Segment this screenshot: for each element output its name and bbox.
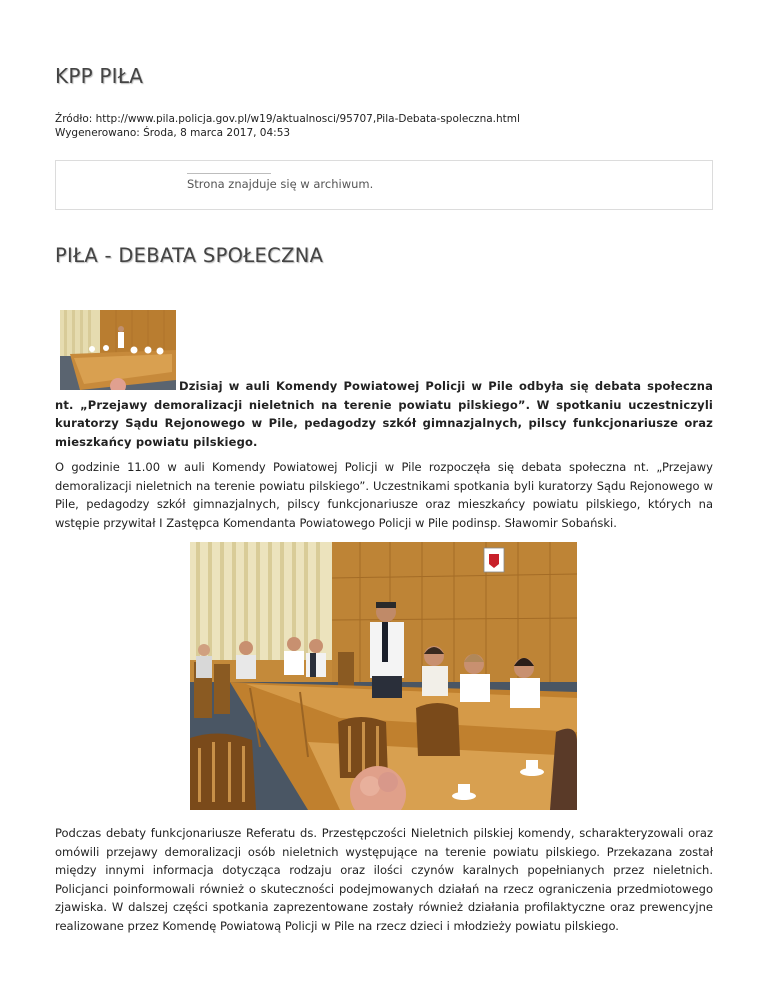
archive-divider [187, 173, 271, 174]
article-paragraph-1: O godzinie 11.00 w auli Komendy Powiatowej Policji w Pile rozpoczęła się debata społeczna nt. „Przejawy demoralizacji nieletnich na terenie powiatu pilskiego”. Uczestnikami spotkania byli kuratorzy Sądu Rejonowego w Pile, pedagodzy szkół gimnazjalnych, pilscy funkcjonariusze oraz mieszkańcy powiatu pilskiego, których na wstępie przywitał I Zastępca Komendanta Powiatowego Policji w Pile podinsp. Sławomir Sobański. [55, 460, 713, 530]
archive-notice-text: Strona znajduje się w archiwum. [187, 177, 374, 191]
site-title: KPP PIŁA [55, 64, 144, 88]
generated-line: Wygenerowano: Środa, 8 marca 2017, 04:53 [55, 127, 291, 139]
article-lead: Dzisiaj w auli Komendy Powiatowej Policji w Pile odbyła się debata społeczna nt. „Przejawy demoralizacji nieletnich na terenie powiatu pilskiego”. W spotkaniu uczestniczyli kuratorzy Sądu Rejonowego w Pile, pedagodzy szkół gimnazjalnych, pilscy funkcjonariusze oraz mieszkańcy powiatu pilskiego. [55, 379, 713, 449]
article-main-photo [190, 542, 577, 810]
article-title: PIŁA - DEBATA SPOŁECZNA [55, 244, 324, 267]
document-meta [55, 112, 520, 140]
archive-notice [55, 160, 713, 210]
article-paragraph-2: Podczas debaty funkcjonariusze Referatu ds. Przestępczości Nieletnich pilskiej komendy, scharakteryzowali oraz omówili przejawy demoralizacji osób nieletnich występujące na terenie powiatu pilskiego. Przekazana został między innymi informacja dotycząca rodzaju oraz ilości czynów karalnych popełnianych przez nieletnich. Policjanci poinformowali również o skuteczności podejmowanych działań na rzecz ograniczenia przedmiotowego zjawiska. W dalszej części spotkania zaprezentowane zostały również działania profilaktyczne oraz prewencyjne realizowane przez Komendę Powiatową Policji w Pile na rzecz dzieci i młodzieży powiatu pilskiego. [55, 826, 713, 933]
source-line: Źródło: http://www.pila.policja.gov.pl/w19/aktualnosci/95707,Pila-Debata-spoleczna.html [55, 113, 520, 125]
